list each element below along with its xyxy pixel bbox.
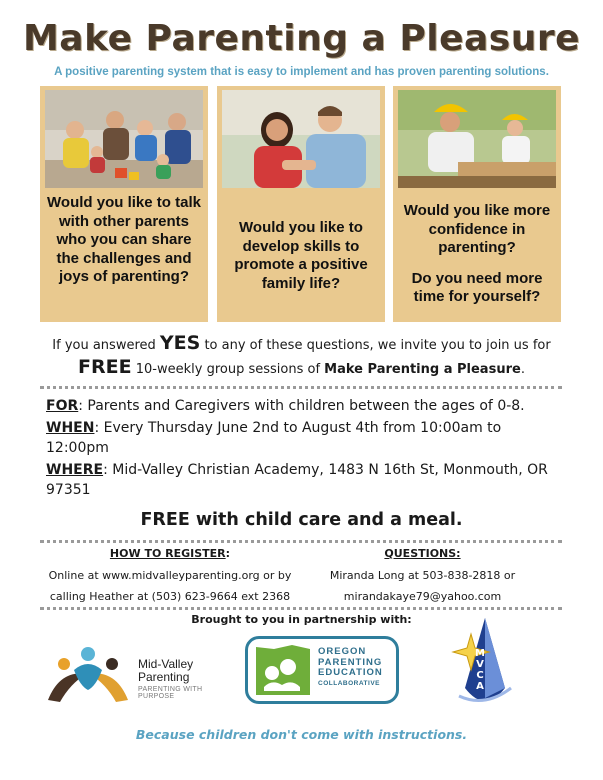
yes-emphasis: YES xyxy=(159,332,201,354)
mvca-text: MVCA xyxy=(475,648,485,692)
invite-post: to any of these questions, we invite you to join us for xyxy=(200,338,551,353)
register-line-1: Online at www.midvalleyparenting.org or by xyxy=(48,569,292,582)
questions-line-1: Miranda Long at 503-838-2818 or xyxy=(329,569,516,582)
couple-photo xyxy=(222,90,380,188)
for-line xyxy=(46,396,556,416)
mvp-name xyxy=(138,658,193,684)
for-label: FOR xyxy=(46,398,79,414)
invite-line-2 xyxy=(0,356,603,378)
question-panel-2 xyxy=(217,86,385,322)
question-text-2: Would you like to develop skills to promote a positive family life? xyxy=(234,219,368,292)
mid-valley-parenting-icon xyxy=(40,640,136,710)
question-text-3 xyxy=(397,202,557,307)
question-text-3b: Do you need more time for yourself? xyxy=(411,269,543,305)
oregon-state-icon xyxy=(252,641,314,701)
register-heading-text: HOW TO REGISTER xyxy=(109,547,226,560)
event-details xyxy=(46,396,556,502)
when-text: : Every Thursday June 2nd to August 4th from 10:00am to 12:00pm xyxy=(46,420,502,456)
partners-heading: Brought to you in partnership with: xyxy=(191,613,412,626)
questions-column xyxy=(315,547,530,607)
mvp-name-line-2: Parenting xyxy=(138,670,190,684)
oregon-parenting-education-logo xyxy=(245,636,399,704)
dotted-divider xyxy=(40,386,562,389)
page-title: Make Parenting a Pleasure xyxy=(22,18,581,59)
for-text: : Parents and Caregivers with children between the ages of 0-8. xyxy=(78,398,525,414)
ope-line-3: EDUCATION xyxy=(318,667,383,678)
mid-valley-parenting-logo xyxy=(40,640,240,710)
invite-pre: If you answered xyxy=(52,338,160,353)
question-panel-1 xyxy=(40,86,208,322)
invite-end: . xyxy=(520,362,525,377)
where-text: : Mid-Valley Christian Academy, 1483 N 16th St, Monmouth, OR 97351 xyxy=(46,462,548,498)
ope-line-1: OREGON xyxy=(318,646,367,657)
dotted-divider xyxy=(40,607,562,610)
when-label: WHEN xyxy=(46,420,95,436)
invite-line-1 xyxy=(0,332,603,354)
free-emphasis: FREE xyxy=(78,356,132,378)
questions-line-2: mirandakaye79@yahoo.com xyxy=(343,590,502,603)
when-line xyxy=(46,418,556,458)
ope-line-4: COLLABORATIVE xyxy=(318,679,380,687)
free-childcare-line: FREE with child care and a meal. xyxy=(140,510,463,530)
family-group-photo xyxy=(45,90,203,188)
ope-line-2: PARENTING xyxy=(318,656,383,668)
dotted-divider xyxy=(40,540,562,543)
mvp-tagline: PARENTING WITH PURPOSE xyxy=(138,686,203,700)
where-line xyxy=(46,460,556,500)
program-name: Make Parenting a Pleasure xyxy=(324,362,521,377)
ope-text xyxy=(318,647,383,689)
register-line-2: calling Heather at (503) 623-9664 ext 2368 xyxy=(49,590,291,603)
invite-mid: 10-weekly group sessions of xyxy=(131,362,325,377)
register-column xyxy=(40,547,300,607)
tagline: Because children don't come with instructions. xyxy=(135,727,468,742)
mvp-name-line-1: Mid-Valley xyxy=(138,657,194,671)
question-text-1: Would you like to talk with other parents who you can share the challenges and joys of parenting? xyxy=(47,194,201,285)
mvca-logo xyxy=(445,618,525,714)
question-panel-3 xyxy=(393,86,561,322)
where-label: WHERE xyxy=(46,462,104,478)
register-heading-colon: : xyxy=(225,547,231,560)
register-heading xyxy=(40,547,300,560)
page-subtitle: A positive parenting system that is easy to implement and has proven parenting solutions. xyxy=(54,66,549,78)
father-son-building-photo xyxy=(398,90,556,188)
questions-heading: QUESTIONS: xyxy=(384,547,461,560)
question-text-3a: Would you like more confidence in parenting? xyxy=(403,202,551,256)
